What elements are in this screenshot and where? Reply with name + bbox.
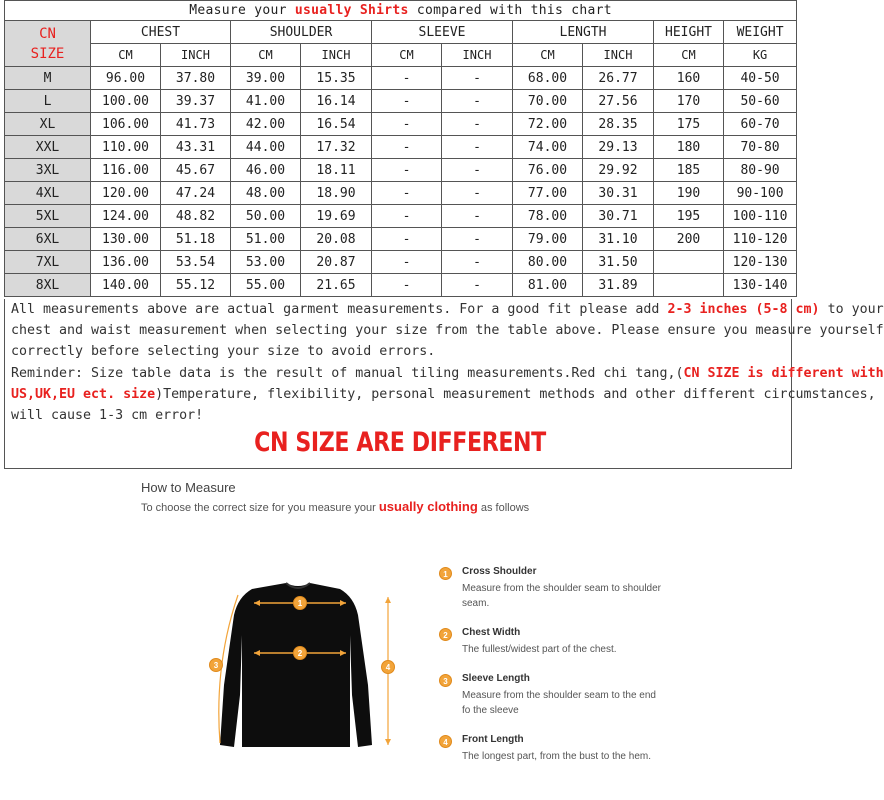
size-value-cell: 190 xyxy=(654,182,724,205)
size-value-cell: 78.00 xyxy=(513,205,583,228)
size-value-cell: 31.89 xyxy=(583,274,654,297)
size-row xyxy=(5,90,797,113)
how-to-measure-title: How to Measure xyxy=(141,480,236,495)
size-value-cell: 200 xyxy=(654,228,724,251)
marker-4-icon xyxy=(382,661,395,674)
size-row xyxy=(5,251,797,274)
number-badge-icon: 1 xyxy=(439,567,452,580)
note-line: US,UK,EU ect. size)Temperature, flexibility, personal measurement methods and other different circumstances, xyxy=(11,386,876,402)
size-value-cell: - xyxy=(372,182,442,205)
size-value-cell: 77.00 xyxy=(513,182,583,205)
size-value-cell: 41.00 xyxy=(231,90,301,113)
size-value-cell: - xyxy=(372,251,442,274)
size-row xyxy=(5,136,797,159)
size-value-cell: 31.50 xyxy=(583,251,654,274)
size-value-cell: - xyxy=(372,90,442,113)
note-line: will cause 1-3 cm error! xyxy=(11,408,204,424)
size-value-cell: 106.00 xyxy=(91,113,161,136)
size-value-cell: 20.87 xyxy=(301,251,372,274)
size-value-cell: 53.00 xyxy=(231,251,301,274)
col-group-shoulder: SHOULDER xyxy=(231,21,372,44)
size-value-cell: 55.00 xyxy=(231,274,301,297)
size-value-cell: 130.00 xyxy=(91,228,161,251)
size-value-cell: - xyxy=(372,67,442,90)
size-value-cell: 180 xyxy=(654,136,724,159)
size-value-cell: 81.00 xyxy=(513,274,583,297)
size-row xyxy=(5,159,797,182)
size-value-cell: 100.00 xyxy=(91,90,161,113)
size-value-cell: 29.92 xyxy=(583,159,654,182)
size-value-cell: - xyxy=(442,136,513,159)
number-badge-icon: 3 xyxy=(439,674,452,687)
cn-size-header: CN SIZE xyxy=(5,21,91,67)
size-value-cell: - xyxy=(372,274,442,297)
unit-header: CM xyxy=(372,44,442,67)
size-value-cell: 50.00 xyxy=(231,205,301,228)
unit-header: INCH xyxy=(442,44,513,67)
size-value-cell: 15.35 xyxy=(301,67,372,90)
size-value-cell: - xyxy=(372,136,442,159)
size-value-cell: 47.24 xyxy=(161,182,231,205)
size-row xyxy=(5,274,797,297)
size-value-cell: 130-140 xyxy=(724,274,797,297)
size-value-cell: 17.32 xyxy=(301,136,372,159)
marker-3-icon xyxy=(210,659,223,672)
size-value-cell: - xyxy=(372,113,442,136)
size-value-cell: 55.12 xyxy=(161,274,231,297)
measure-item-title: Chest Width xyxy=(462,627,521,638)
size-row xyxy=(5,228,797,251)
size-value-cell: - xyxy=(442,113,513,136)
col-group-weight: WEIGHT xyxy=(724,21,797,44)
size-value-cell: 16.14 xyxy=(301,90,372,113)
size-value-cell: - xyxy=(442,205,513,228)
size-value-cell: 185 xyxy=(654,159,724,182)
size-label-cell: 5XL xyxy=(5,205,91,228)
size-value-cell: 50-60 xyxy=(724,90,797,113)
svg-text:3: 3 xyxy=(213,661,219,670)
col-group-chest: CHEST xyxy=(91,21,231,44)
size-value-cell: 120-130 xyxy=(724,251,797,274)
size-row xyxy=(5,182,797,205)
measure-item-desc: The fullest/widest part of the chest. xyxy=(462,644,617,655)
size-value-cell: 160 xyxy=(654,67,724,90)
size-label-cell: 6XL xyxy=(5,228,91,251)
measure-item-desc: The longest part, from the bust to the hem. xyxy=(462,751,651,762)
size-value-cell: 29.13 xyxy=(583,136,654,159)
note-line: chest and waist measurement when selecting your size from the table above. Please ensure you measure yourself xyxy=(11,323,884,339)
size-value-cell: - xyxy=(442,90,513,113)
size-value-cell: 60-70 xyxy=(724,113,797,136)
measure-item-desc: Measure from the shoulder seam to the end fo the sleeve xyxy=(462,690,656,716)
size-chart-table xyxy=(4,0,797,297)
size-value-cell: 90-100 xyxy=(724,182,797,205)
size-value-cell: - xyxy=(442,182,513,205)
size-label-cell: L xyxy=(5,90,91,113)
unit-header: KG xyxy=(724,44,797,67)
size-value-cell: 53.54 xyxy=(161,251,231,274)
size-value-cell: - xyxy=(372,228,442,251)
size-value-cell: 51.18 xyxy=(161,228,231,251)
size-value-cell: 31.10 xyxy=(583,228,654,251)
unit-header: INCH xyxy=(583,44,654,67)
size-value-cell xyxy=(654,251,724,274)
size-value-cell: 30.31 xyxy=(583,182,654,205)
measure-item-title: Sleeve Length xyxy=(462,673,530,684)
number-badge-icon: 2 xyxy=(439,628,452,641)
size-value-cell: - xyxy=(372,205,442,228)
size-value-cell: 28.35 xyxy=(583,113,654,136)
size-value-cell: 170 xyxy=(654,90,724,113)
size-value-cell: 39.00 xyxy=(231,67,301,90)
measure-item-desc: Measure from the shoulder seam to shoulder seam. xyxy=(462,583,661,609)
size-value-cell: 37.80 xyxy=(161,67,231,90)
size-value-cell: 26.77 xyxy=(583,67,654,90)
size-value-cell: 120.00 xyxy=(91,182,161,205)
svg-text:2: 2 xyxy=(297,649,303,658)
size-value-cell: 195 xyxy=(654,205,724,228)
size-value-cell: 79.00 xyxy=(513,228,583,251)
unit-header: INCH xyxy=(161,44,231,67)
size-value-cell: 42.00 xyxy=(231,113,301,136)
marker-2-icon xyxy=(294,647,307,660)
size-value-cell: 80-90 xyxy=(724,159,797,182)
size-value-cell xyxy=(654,274,724,297)
size-value-cell: - xyxy=(442,274,513,297)
size-label-cell: 3XL xyxy=(5,159,91,182)
size-value-cell: 70-80 xyxy=(724,136,797,159)
unit-header: CM xyxy=(513,44,583,67)
size-value-cell: 96.00 xyxy=(91,67,161,90)
size-label-cell: M xyxy=(5,67,91,90)
size-value-cell: 74.00 xyxy=(513,136,583,159)
note-line: All measurements above are actual garment measurements. For a good fit please add 2-3 inches (5-8 cm) to your xyxy=(11,302,884,317)
note-line: Reminder: Size table data is the result of manual tiling measurements.Red chi tang,(CN SIZE is different with xyxy=(11,365,884,381)
size-value-cell: 116.00 xyxy=(91,159,161,182)
measure-item-title: Cross Shoulder xyxy=(462,566,537,577)
col-group-sleeve: SLEEVE xyxy=(372,21,513,44)
size-value-cell: - xyxy=(442,159,513,182)
size-value-cell: 40-50 xyxy=(724,67,797,90)
size-value-cell: 18.11 xyxy=(301,159,372,182)
how-to-measure-subtitle: To choose the correct size for you measure your usually clothing as follows xyxy=(141,499,530,514)
size-value-cell: 27.56 xyxy=(583,90,654,113)
size-row xyxy=(5,205,797,228)
size-value-cell: 45.67 xyxy=(161,159,231,182)
size-value-cell: - xyxy=(442,251,513,274)
size-value-cell: 19.69 xyxy=(301,205,372,228)
note-line: correctly before selecting your size to avoid errors. xyxy=(11,344,436,360)
svg-text:4: 4 xyxy=(385,663,391,672)
size-value-cell: 80.00 xyxy=(513,251,583,274)
unit-header: CM xyxy=(91,44,161,67)
size-value-cell: 46.00 xyxy=(231,159,301,182)
size-value-cell: 140.00 xyxy=(91,274,161,297)
size-value-cell: - xyxy=(372,159,442,182)
size-value-cell: - xyxy=(442,228,513,251)
size-label-cell: XXL xyxy=(5,136,91,159)
size-value-cell: 76.00 xyxy=(513,159,583,182)
size-value-cell: 39.37 xyxy=(161,90,231,113)
chart-title: Measure your usually Shirts compared with this chart xyxy=(5,1,797,21)
size-value-cell: 16.54 xyxy=(301,113,372,136)
size-value-cell: 110.00 xyxy=(91,136,161,159)
size-value-cell: 44.00 xyxy=(231,136,301,159)
col-group-height: HEIGHT xyxy=(654,21,724,44)
size-value-cell: 21.65 xyxy=(301,274,372,297)
shirt-measure-diagram xyxy=(200,575,410,755)
size-value-cell: 48.00 xyxy=(231,182,301,205)
marker-1-icon xyxy=(294,597,307,610)
size-value-cell: 72.00 xyxy=(513,113,583,136)
size-label-cell: 8XL xyxy=(5,274,91,297)
size-value-cell: 48.82 xyxy=(161,205,231,228)
size-label-cell: 7XL xyxy=(5,251,91,274)
unit-header: CM xyxy=(231,44,301,67)
size-row xyxy=(5,113,797,136)
size-label-cell: 4XL xyxy=(5,182,91,205)
size-value-cell: 41.73 xyxy=(161,113,231,136)
number-badge-icon: 4 xyxy=(439,735,452,748)
size-value-cell: 175 xyxy=(654,113,724,136)
size-value-cell: 30.71 xyxy=(583,205,654,228)
unit-header: INCH xyxy=(301,44,372,67)
measure-item-title: Front Length xyxy=(462,734,524,745)
size-value-cell: 18.90 xyxy=(301,182,372,205)
size-value-cell: 110-120 xyxy=(724,228,797,251)
cn-size-warning-title: CN SIZE ARE DIFFERENT xyxy=(254,427,546,458)
size-value-cell: - xyxy=(442,67,513,90)
size-label-cell: XL xyxy=(5,113,91,136)
size-value-cell: 70.00 xyxy=(513,90,583,113)
size-value-cell: 20.08 xyxy=(301,228,372,251)
size-row xyxy=(5,67,797,90)
size-value-cell: 51.00 xyxy=(231,228,301,251)
size-value-cell: 43.31 xyxy=(161,136,231,159)
size-value-cell: 100-110 xyxy=(724,205,797,228)
svg-text:1: 1 xyxy=(297,599,303,608)
col-group-length: LENGTH xyxy=(513,21,654,44)
size-value-cell: 68.00 xyxy=(513,67,583,90)
size-value-cell: 124.00 xyxy=(91,205,161,228)
size-value-cell: 136.00 xyxy=(91,251,161,274)
unit-header: CM xyxy=(654,44,724,67)
